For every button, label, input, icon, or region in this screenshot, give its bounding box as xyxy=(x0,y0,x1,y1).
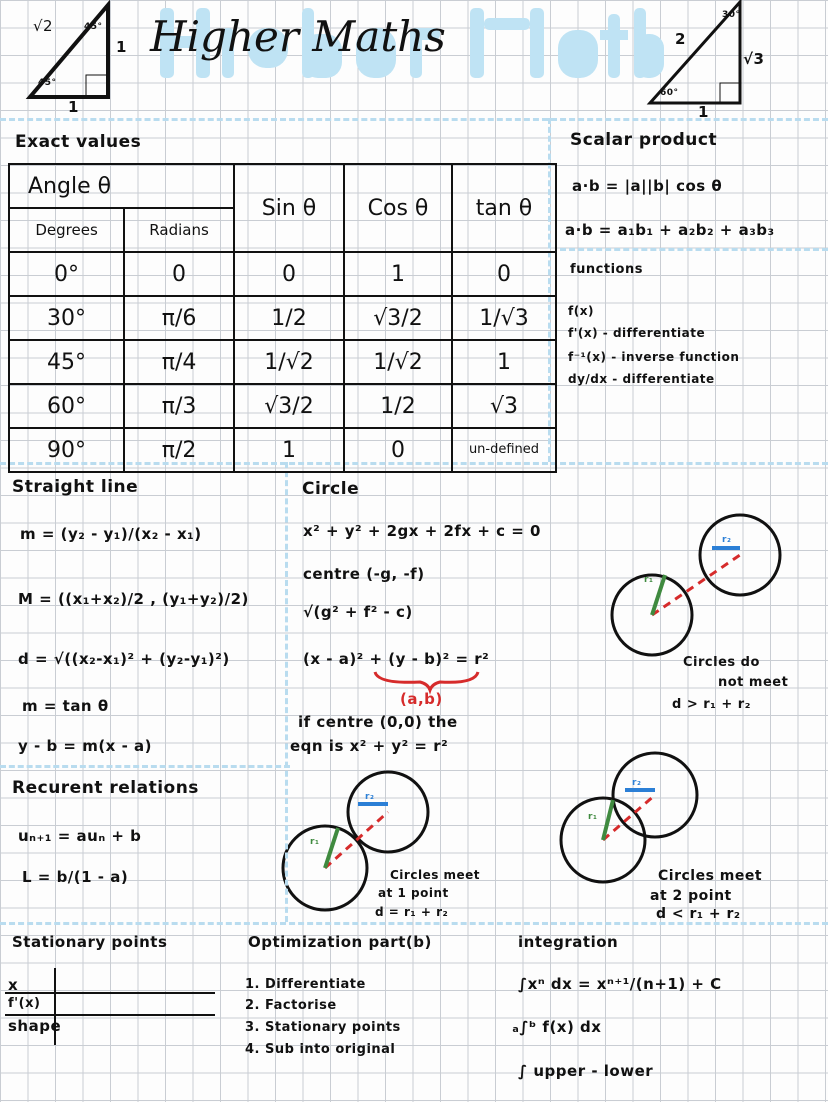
circle-general-eq: x² + y² + 2gx + 2fx + c = 0 xyxy=(303,522,541,540)
circle-note-2: eqn is x² + y² = r² xyxy=(290,737,449,755)
one-point-text: Circles meet xyxy=(390,868,481,882)
limit-formula: L = b/(1 - a) xyxy=(22,868,129,886)
divider xyxy=(285,462,288,922)
circle-centre: centre (-g, -f) xyxy=(303,565,425,583)
exact-values-heading: Exact values xyxy=(15,132,142,152)
stationary-row: shape xyxy=(8,1017,62,1035)
r1-label: r₁ xyxy=(588,812,598,822)
cell-deg: 60° xyxy=(9,384,124,428)
header-sin: Sin θ xyxy=(234,164,344,252)
circle-heading: Circle xyxy=(302,479,360,499)
cell-rad: π/4 xyxy=(124,340,234,384)
page-title: Higher Maths xyxy=(150,12,446,61)
tri-right-hyp: 2 xyxy=(675,30,686,48)
divider xyxy=(0,922,828,925)
two-point-condition: d < r₁ + r₂ xyxy=(656,906,741,922)
tri-left-top-angle: 45° xyxy=(84,22,103,32)
tri-left-base: 1 xyxy=(68,98,79,116)
cell-sin: √3/2 xyxy=(234,384,344,428)
cell-sin: 1/√2 xyxy=(234,340,344,384)
recurrence-heading: Recurent relations xyxy=(12,778,199,798)
cell-tan: 1/√3 xyxy=(452,296,556,340)
stationary-row: f'(x) xyxy=(8,996,41,1011)
tri-right-bottom-angle: 60° xyxy=(660,88,679,98)
function-line: f⁻¹(x) - inverse function xyxy=(568,350,740,364)
circle-note-1: if centre (0,0) the xyxy=(298,713,458,731)
cell-rad: π/2 xyxy=(124,428,234,472)
recurrence-formula: uₙ₊₁ = auₙ + b xyxy=(18,827,142,845)
exact-values-table xyxy=(8,163,557,473)
centre-label: (a,b) xyxy=(400,690,443,708)
scalar-formula-2: a·b = a₁b₁ + a₂b₂ + a₃b₃ xyxy=(565,221,775,239)
cell-rad: π/3 xyxy=(124,384,234,428)
cell-cos: 1/2 xyxy=(344,384,452,428)
divider xyxy=(0,765,290,768)
header-angle: Angle θ xyxy=(9,164,234,208)
divider xyxy=(560,248,828,251)
header-degrees: Degrees xyxy=(9,208,124,252)
circle-standard-eq: (x - a)² + (y - b)² = r² xyxy=(303,650,490,668)
header-cos: Cos θ xyxy=(344,164,452,252)
optimization-heading: Optimization part(b) xyxy=(248,933,432,951)
optimization-step: 4. Sub into original xyxy=(245,1042,396,1057)
r1-label: r₁ xyxy=(644,575,654,585)
stationary-heading: Stationary points xyxy=(12,933,168,951)
circles-no-meet-diagram xyxy=(612,515,780,655)
integration-formula: ∫xⁿ dx = xⁿ⁺¹/(n+1) + C xyxy=(518,975,722,993)
cell-sin: 0 xyxy=(234,252,344,296)
cell-sin: 1/2 xyxy=(234,296,344,340)
cell-deg: 45° xyxy=(9,340,124,384)
r2-label: r₂ xyxy=(632,778,642,788)
gradient-formula: m = (y₂ - y₁)/(x₂ - x₁) xyxy=(20,525,202,543)
table-row xyxy=(9,340,556,384)
function-line: f'(x) - differentiate xyxy=(568,326,706,340)
two-point-text: Circles meet xyxy=(658,868,763,884)
cell-cos: √3/2 xyxy=(344,296,452,340)
cell-deg: 30° xyxy=(9,296,124,340)
table-row xyxy=(9,252,556,296)
scalar-formula-1: a·b = |a||b| cos θ xyxy=(572,177,723,195)
header-radians: Radians xyxy=(124,208,234,252)
header-tan: tan θ xyxy=(452,164,556,252)
optimization-step: 3. Stationary points xyxy=(245,1020,401,1035)
tri-right-base: 1 xyxy=(698,103,709,121)
table-row xyxy=(9,384,556,428)
no-meet-condition: d > r₁ + r₂ xyxy=(672,697,751,712)
function-line: f(x) xyxy=(568,304,594,318)
gradient-tan-formula: m = tan θ xyxy=(22,697,109,715)
cell-cos: 1/√2 xyxy=(344,340,452,384)
no-meet-text: not meet xyxy=(718,675,789,690)
cell-deg: 90° xyxy=(9,428,124,472)
r2-label: r₂ xyxy=(722,535,732,545)
two-point-text: at 2 point xyxy=(650,888,732,904)
straight-line-heading: Straight line xyxy=(12,477,139,497)
function-line: dy/dx - differentiate xyxy=(568,372,715,386)
centre-brace xyxy=(375,672,478,690)
circle-radius: √(g² + f² - c) xyxy=(303,603,413,621)
cell-tan: 0 xyxy=(452,252,556,296)
cell-tan: 1 xyxy=(452,340,556,384)
cell-cos: 1 xyxy=(344,252,452,296)
no-meet-text: Circles do xyxy=(683,655,760,670)
tri-right-side: √3 xyxy=(743,50,765,68)
one-point-condition: d = r₁ + r₂ xyxy=(375,905,449,919)
distance-formula: d = √((x₂-x₁)² + (y₂-y₁)²) xyxy=(18,650,230,668)
circles-two-point-diagram xyxy=(561,753,697,882)
area-between-curves: ∫ upper - lower xyxy=(518,1062,654,1080)
tri-left-hyp: √2 xyxy=(33,17,54,35)
cell-sin: 1 xyxy=(234,428,344,472)
cell-deg: 0° xyxy=(9,252,124,296)
cell-cos: 0 xyxy=(344,428,452,472)
functions-heading: functions xyxy=(570,262,643,277)
cell-tan: un-defined xyxy=(452,428,556,472)
cell-rad: 0 xyxy=(124,252,234,296)
one-point-text: at 1 point xyxy=(378,886,449,900)
definite-integral: ₐ∫ᵇ f(x) dx xyxy=(512,1018,602,1036)
cell-tan: √3 xyxy=(452,384,556,428)
line-equation: y - b = m(x - a) xyxy=(18,737,153,755)
stationary-row: x xyxy=(8,976,19,994)
tri-right-top-angle: 30° xyxy=(722,10,741,20)
r2-label: r₂ xyxy=(365,792,375,802)
tri-left-bottom-angle: 45° xyxy=(38,78,57,88)
cell-rad: π/6 xyxy=(124,296,234,340)
tri-left-side: 1 xyxy=(116,38,127,56)
table-row xyxy=(9,428,556,472)
optimization-step: 1. Differentiate xyxy=(245,977,366,992)
scalar-product-heading: Scalar product xyxy=(570,130,718,150)
midpoint-formula: M = ((x₁+x₂)/2 , (y₁+y₂)/2) xyxy=(18,590,249,608)
r1-label: r₁ xyxy=(310,837,320,847)
optimization-step: 2. Factorise xyxy=(245,998,337,1013)
table-row xyxy=(9,296,556,340)
integration-heading: integration xyxy=(518,933,619,951)
